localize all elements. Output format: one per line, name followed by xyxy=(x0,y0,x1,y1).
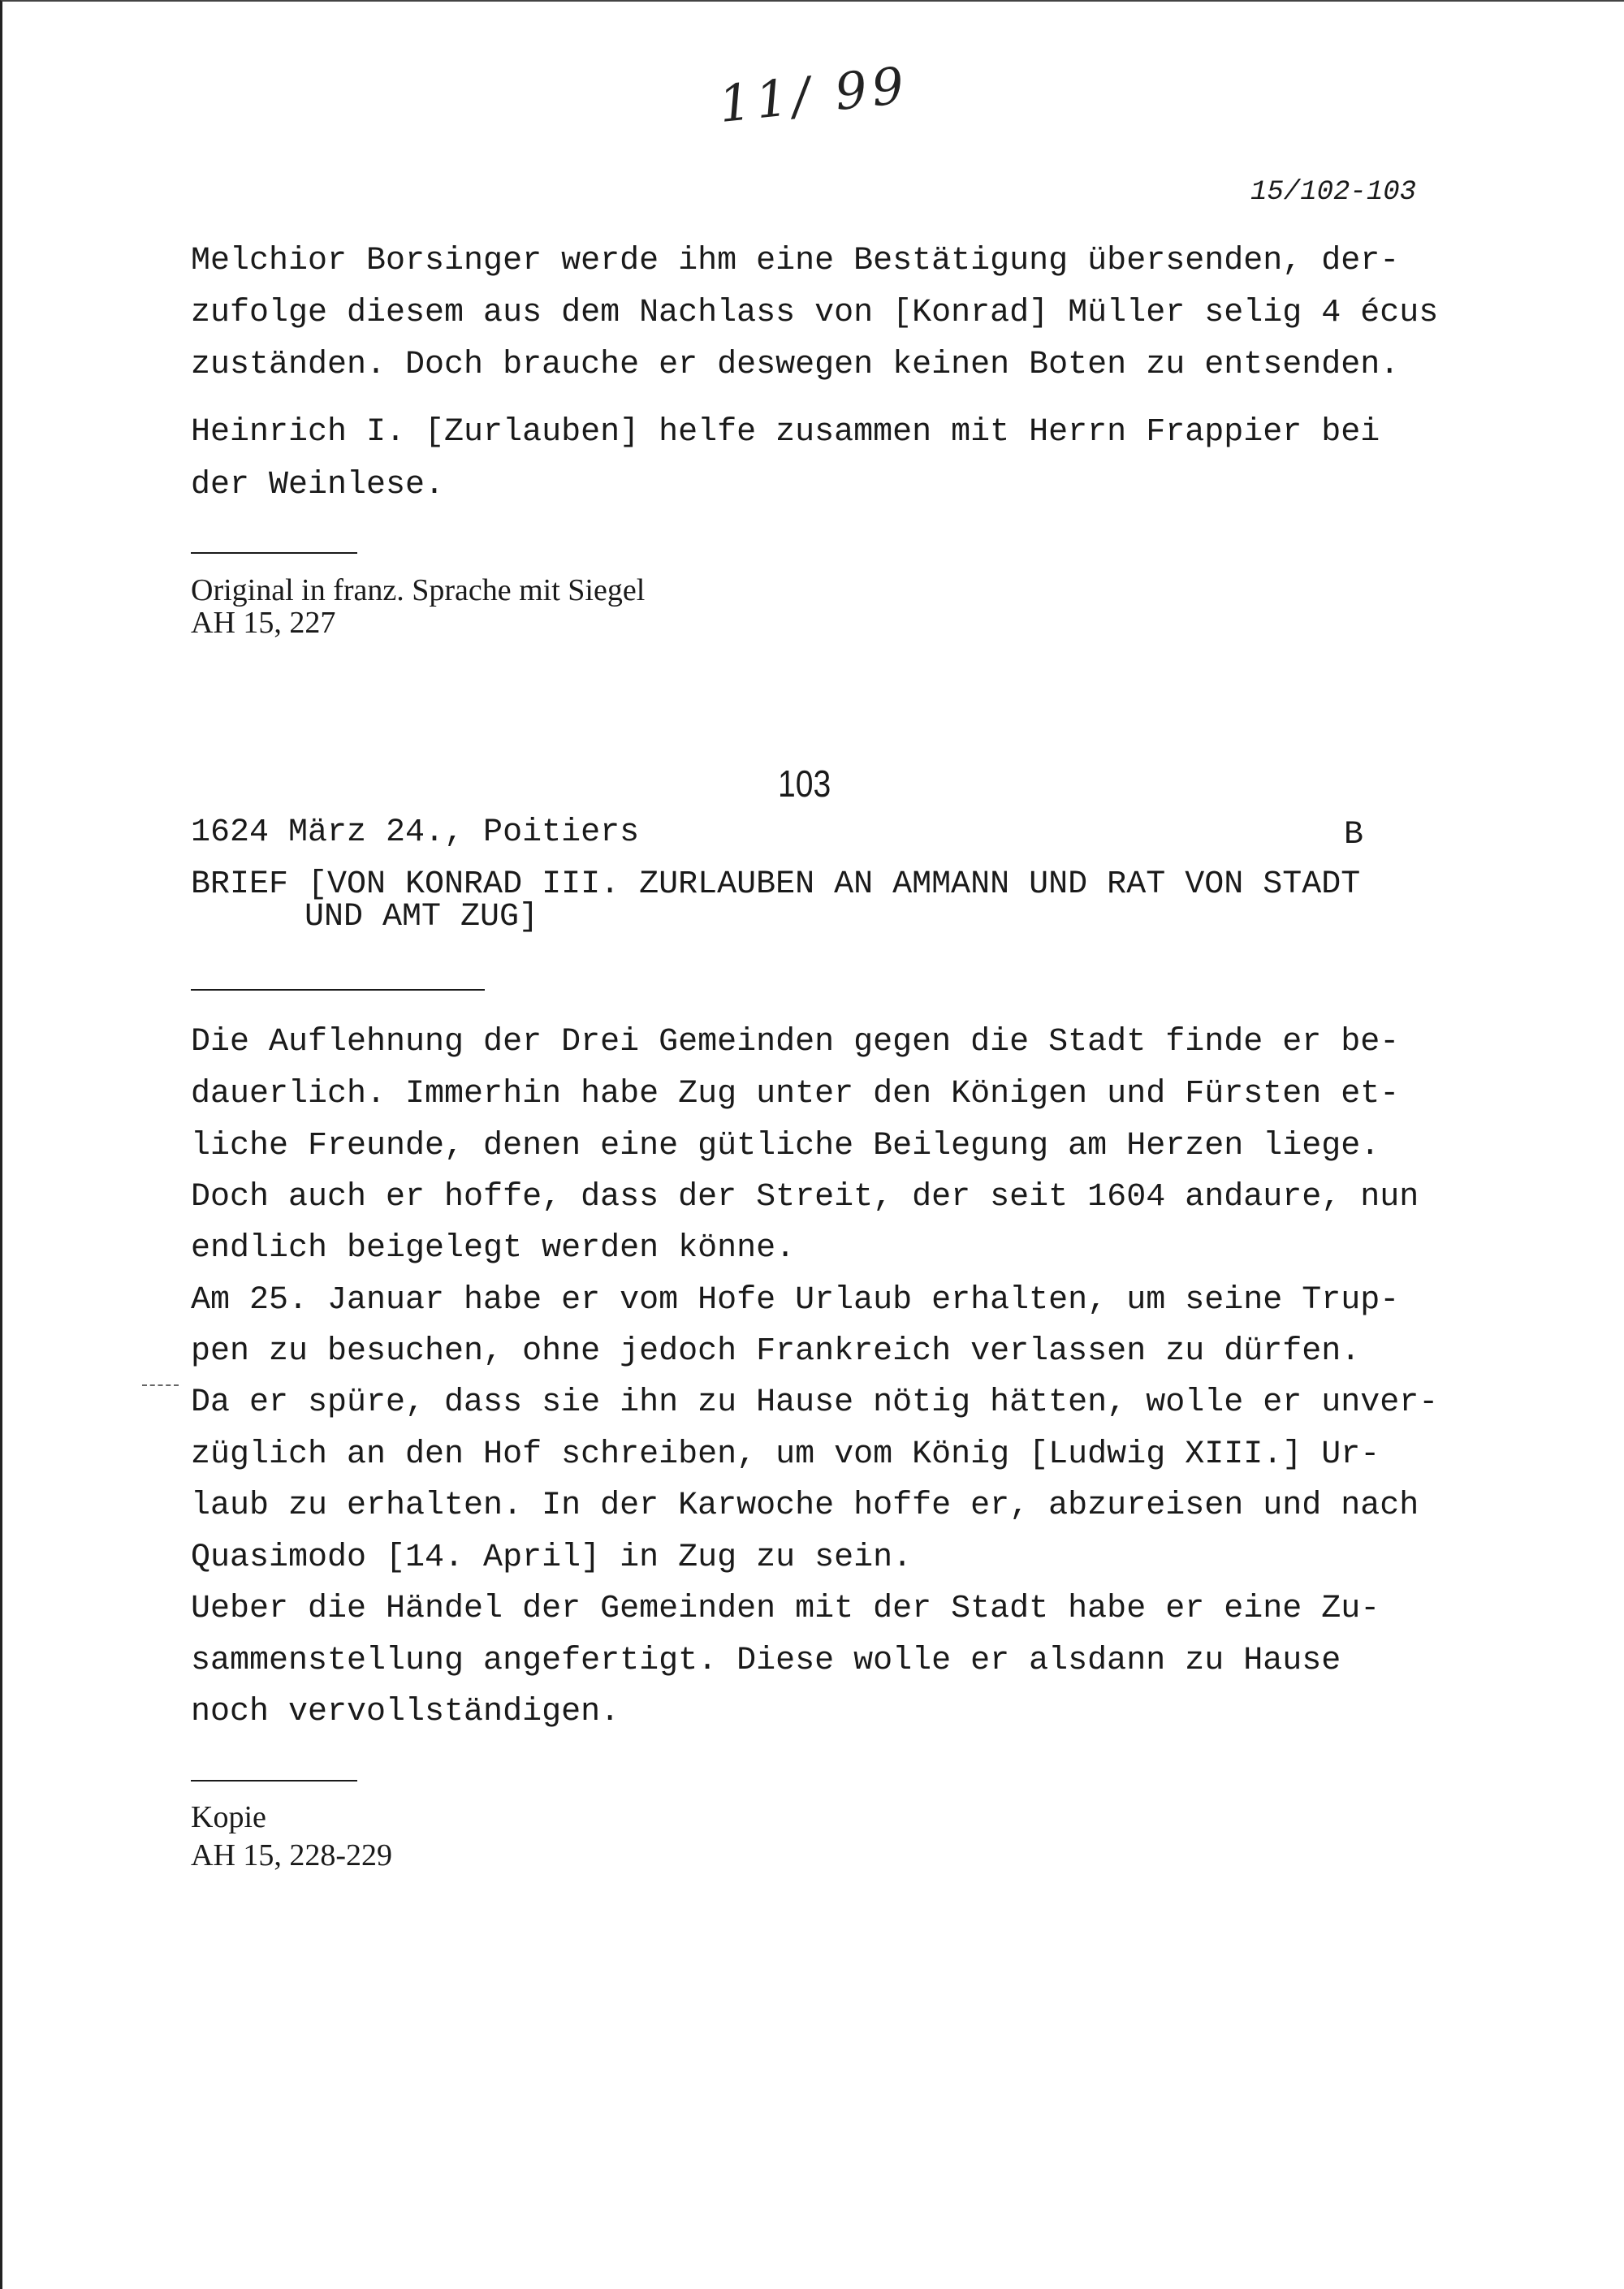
text-line: Heinrich I. [Zurlauben] helfe zusammen mit Herrn Frappier bei xyxy=(191,414,1380,451)
footnote-rule xyxy=(191,1780,357,1782)
source-line: Kopie xyxy=(191,1800,266,1834)
date-place: 1624 März 24., Poitiers xyxy=(191,814,640,851)
body-line: noch vervollständigen. xyxy=(191,1694,620,1730)
body-line: Da er spüre, dass sie ihn zu Hause nötig hätten, wolle er unver- xyxy=(191,1384,1439,1421)
body-line: liche Freunde, denen eine gütliche Beilegung am Herzen liege. xyxy=(191,1128,1380,1164)
text-line: der Weinlese. xyxy=(191,467,445,503)
source-line: AH 15, 227 xyxy=(191,606,336,640)
title-line: UND AMT ZUG] xyxy=(304,899,539,935)
handwritten-page-number: 11/ 99 xyxy=(715,54,912,135)
text-line: zuständen. Doch brauche er deswegen keinen Boten zu entsenden. xyxy=(191,347,1400,383)
margin-mark xyxy=(142,1384,179,1386)
body-line: Quasimodo [14. April] in Zug zu sein. xyxy=(191,1540,913,1576)
title-rule xyxy=(191,989,485,991)
source-line: Original in franz. Sprache mit Siegel xyxy=(191,573,646,607)
body-line: Die Auflehnung der Drei Gemeinden gegen die Stadt finde er be- xyxy=(191,1024,1400,1060)
body-line: pen zu besuchen, ohne jedoch Frankreich verlassen zu dürfen. xyxy=(191,1333,1361,1370)
body-line: laub zu erhalten. In der Karwoche hoffe er, abzureisen und nach xyxy=(191,1488,1419,1524)
body-line: züglich an den Hof schreiben, um vom König [Ludwig XIII.] Ur- xyxy=(191,1436,1380,1473)
body-line: dauerlich. Immerhin habe Zug unter den Königen und Fürsten et- xyxy=(191,1076,1400,1112)
text-line: zufolge diesem aus dem Nachlass von [Konrad] Müller selig 4 écus xyxy=(191,295,1439,331)
body-line: Doch auch er hoffe, dass der Streit, der seit 1604 andaure, nun xyxy=(191,1179,1419,1216)
page-reference: 15/102-103 xyxy=(1250,177,1417,208)
body-line: endlich beigelegt werden könne. xyxy=(191,1230,796,1267)
source-line: AH 15, 228-229 xyxy=(191,1838,393,1872)
document-number: 103 xyxy=(778,762,831,805)
body-line: sammenstellung angefertigt. Diese wolle er alsdann zu Hause xyxy=(191,1643,1341,1679)
footnote-rule xyxy=(191,552,357,554)
body-line: Am 25. Januar habe er vom Hofe Urlaub erhalten, um seine Trup- xyxy=(191,1282,1400,1319)
body-line: Ueber die Händel der Gemeinden mit der Stadt habe er eine Zu- xyxy=(191,1591,1380,1627)
text-line: Melchior Borsinger werde ihm eine Bestätigung übersenden, der- xyxy=(191,243,1400,279)
title-line: BRIEF [VON KONRAD III. ZURLAUBEN AN AMMANN UND RAT VON STADT xyxy=(191,866,1361,903)
document-type-code: B xyxy=(1344,817,1364,853)
